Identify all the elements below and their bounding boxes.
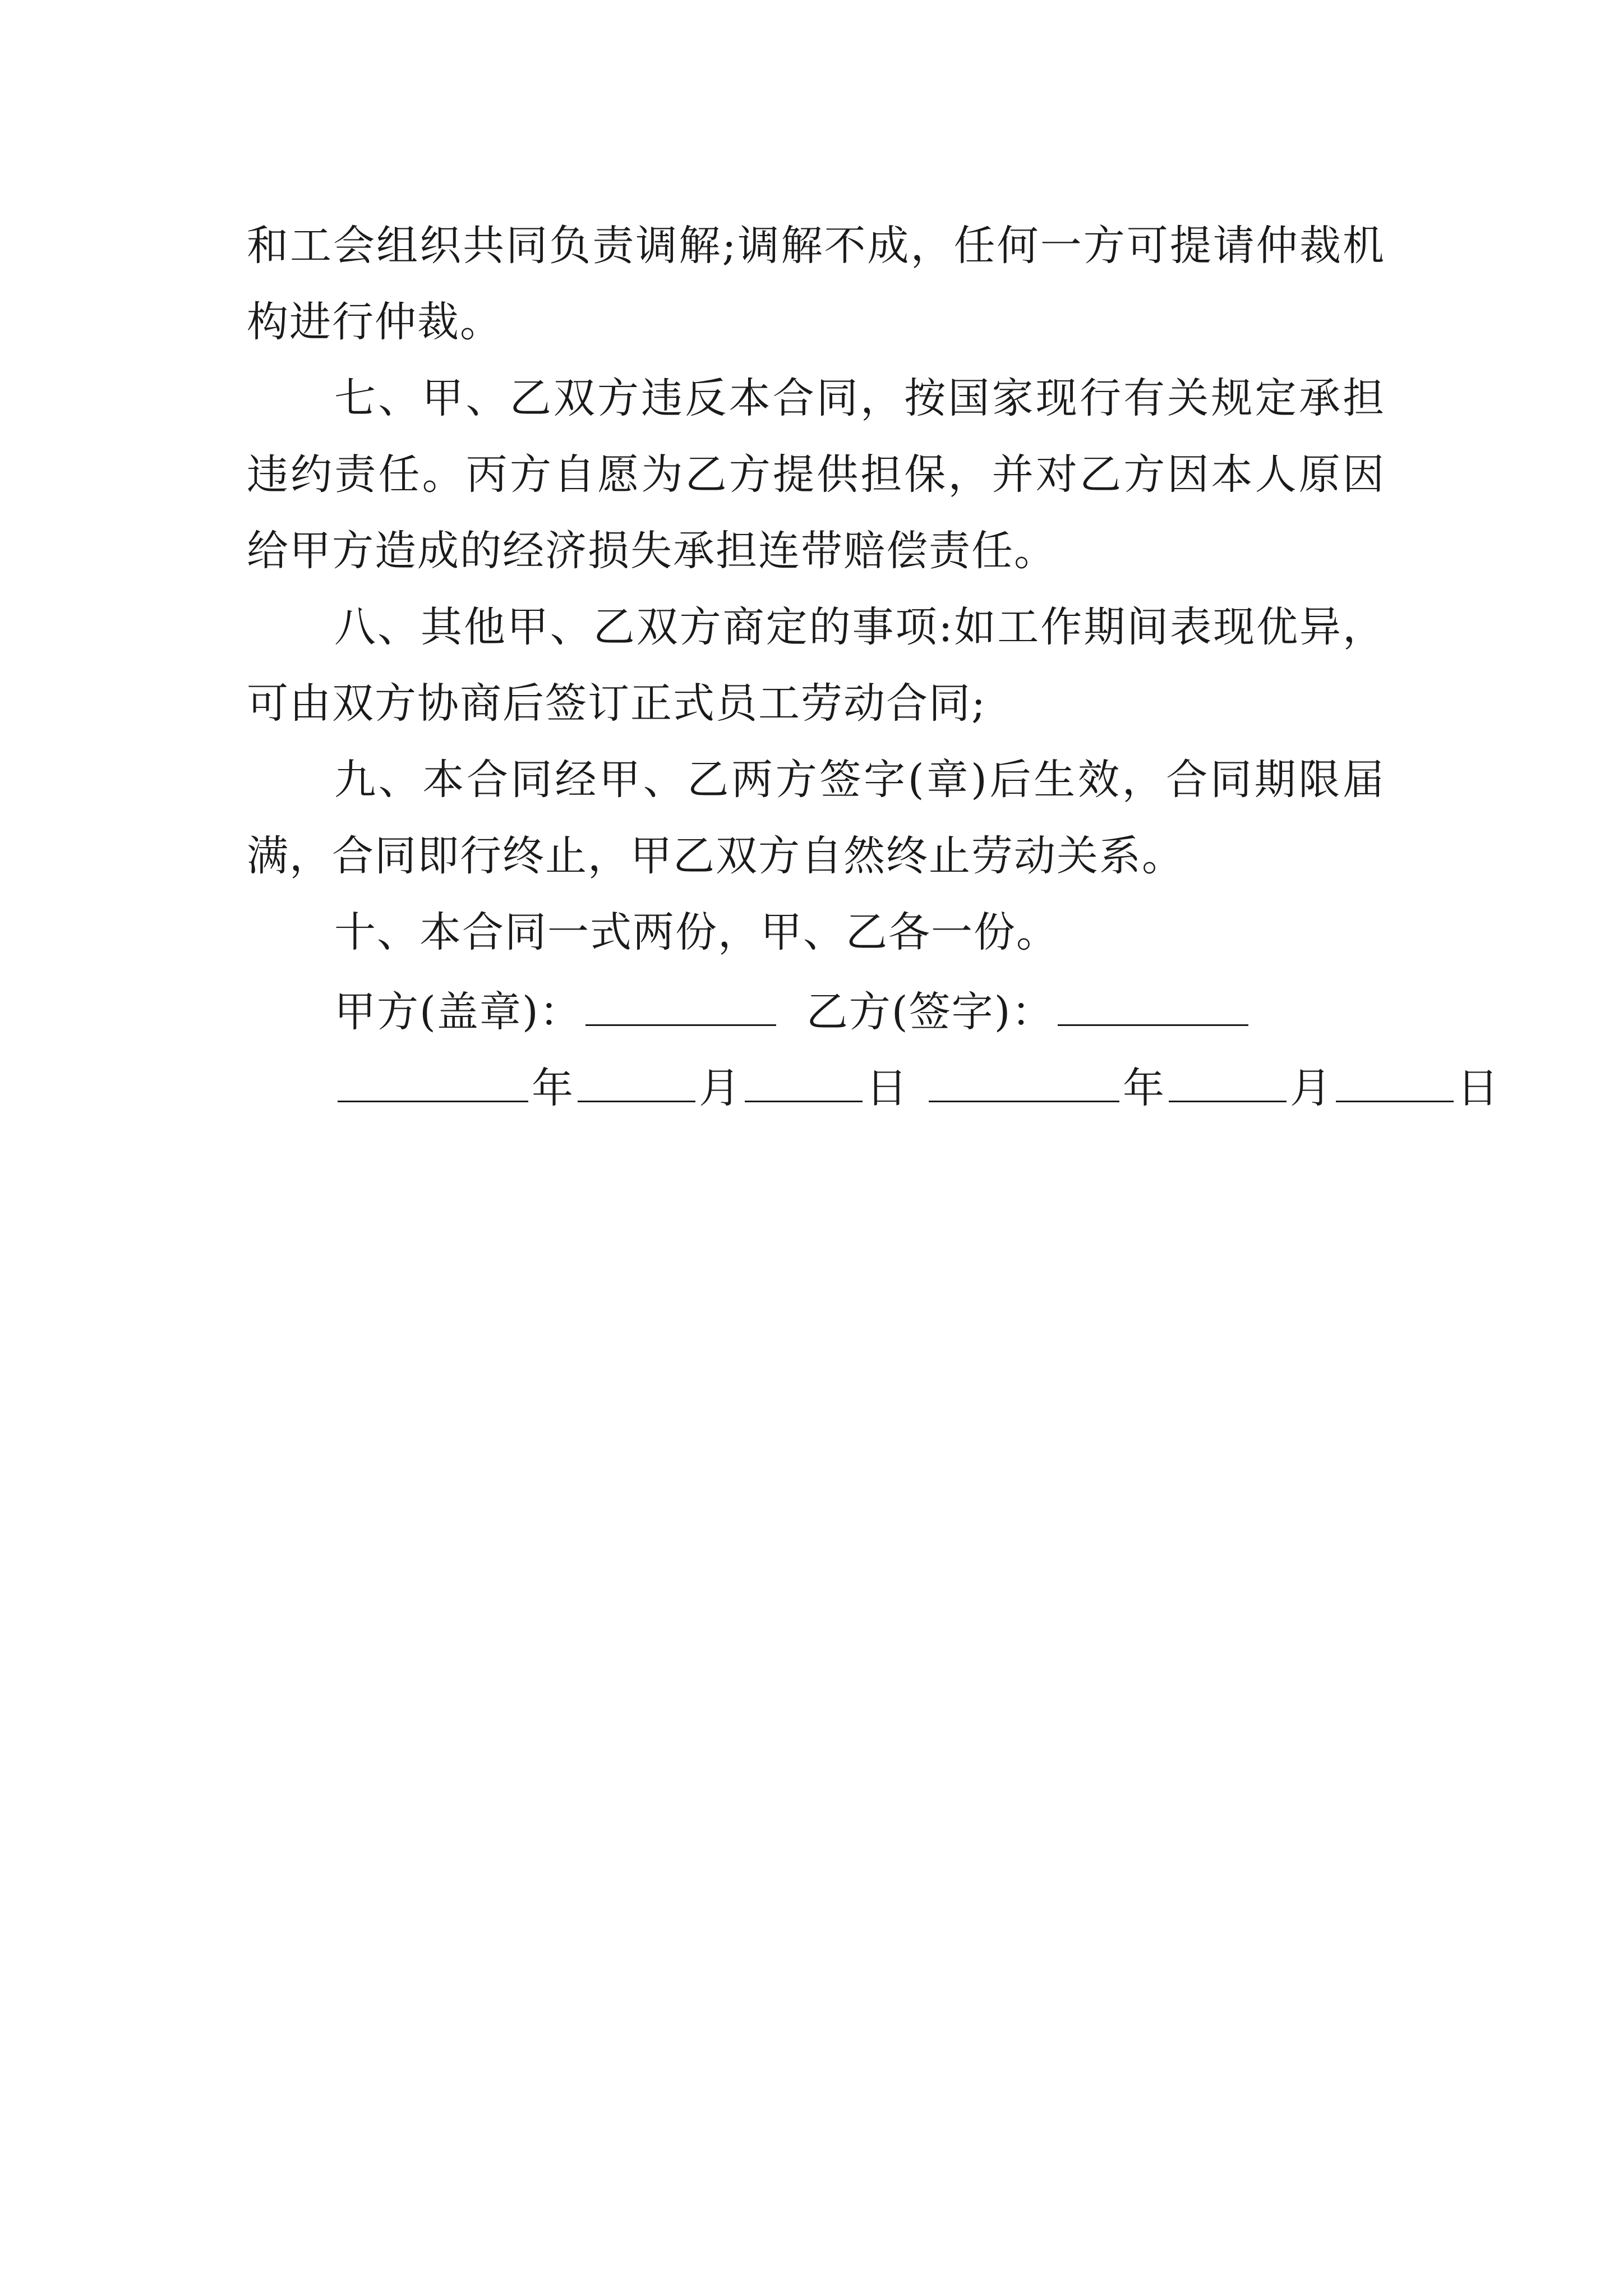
- signature-row: [334, 983, 1252, 1040]
- paragraph-clause-8: 八、其他甲、乙双方商定的事项:如工作期间表现优异，可由双方协商后签订正式员工劳动合同;: [247, 603, 1385, 728]
- party-b-label: 乙方(签字)：: [806, 988, 1054, 1036]
- month-label: 月: [699, 1064, 741, 1112]
- party-b-signature-blank[interactable]: [1058, 983, 1248, 1026]
- month-label: 月: [1290, 1064, 1332, 1112]
- party-a-signature-blank[interactable]: [585, 983, 776, 1026]
- day-label: 日: [866, 1064, 909, 1112]
- paragraph-clause-7: 七、甲、乙双方违反本合同，按国家现行有关规定承担违约责任。丙方自愿为乙方提供担保，并对乙方因本人原因给甲方造成的经济损失承担连带赔偿责任。: [247, 374, 1385, 575]
- date-row: [334, 1059, 1500, 1116]
- party-b-day-blank[interactable]: [1336, 1059, 1454, 1102]
- paragraph-clause-10: 十、本合同一式两份，甲、乙各一份。: [334, 908, 1059, 956]
- contract-body: [247, 208, 1385, 970]
- year-label: 年: [532, 1064, 574, 1112]
- party-a-month-blank[interactable]: [578, 1059, 695, 1102]
- party-a-label: 甲方(盖章)：: [334, 988, 582, 1036]
- day-label: 日: [1457, 1064, 1500, 1112]
- party-a-day-blank[interactable]: [745, 1059, 863, 1102]
- party-b-year-blank[interactable]: [929, 1059, 1119, 1102]
- party-a-year-blank[interactable]: [338, 1059, 528, 1102]
- paragraph-arbitration-continuation: 和工会组织共同负责调解;调解不成，任何一方可提请仲裁机构进行仲裁。: [247, 222, 1385, 346]
- paragraph-clause-9: 九、本合同经甲、乙两方签字(章)后生效，合同期限届满，合同即行终止，甲乙双方自然终止劳动关系。: [247, 756, 1385, 880]
- party-b-month-blank[interactable]: [1169, 1059, 1287, 1102]
- year-label: 年: [1123, 1064, 1165, 1112]
